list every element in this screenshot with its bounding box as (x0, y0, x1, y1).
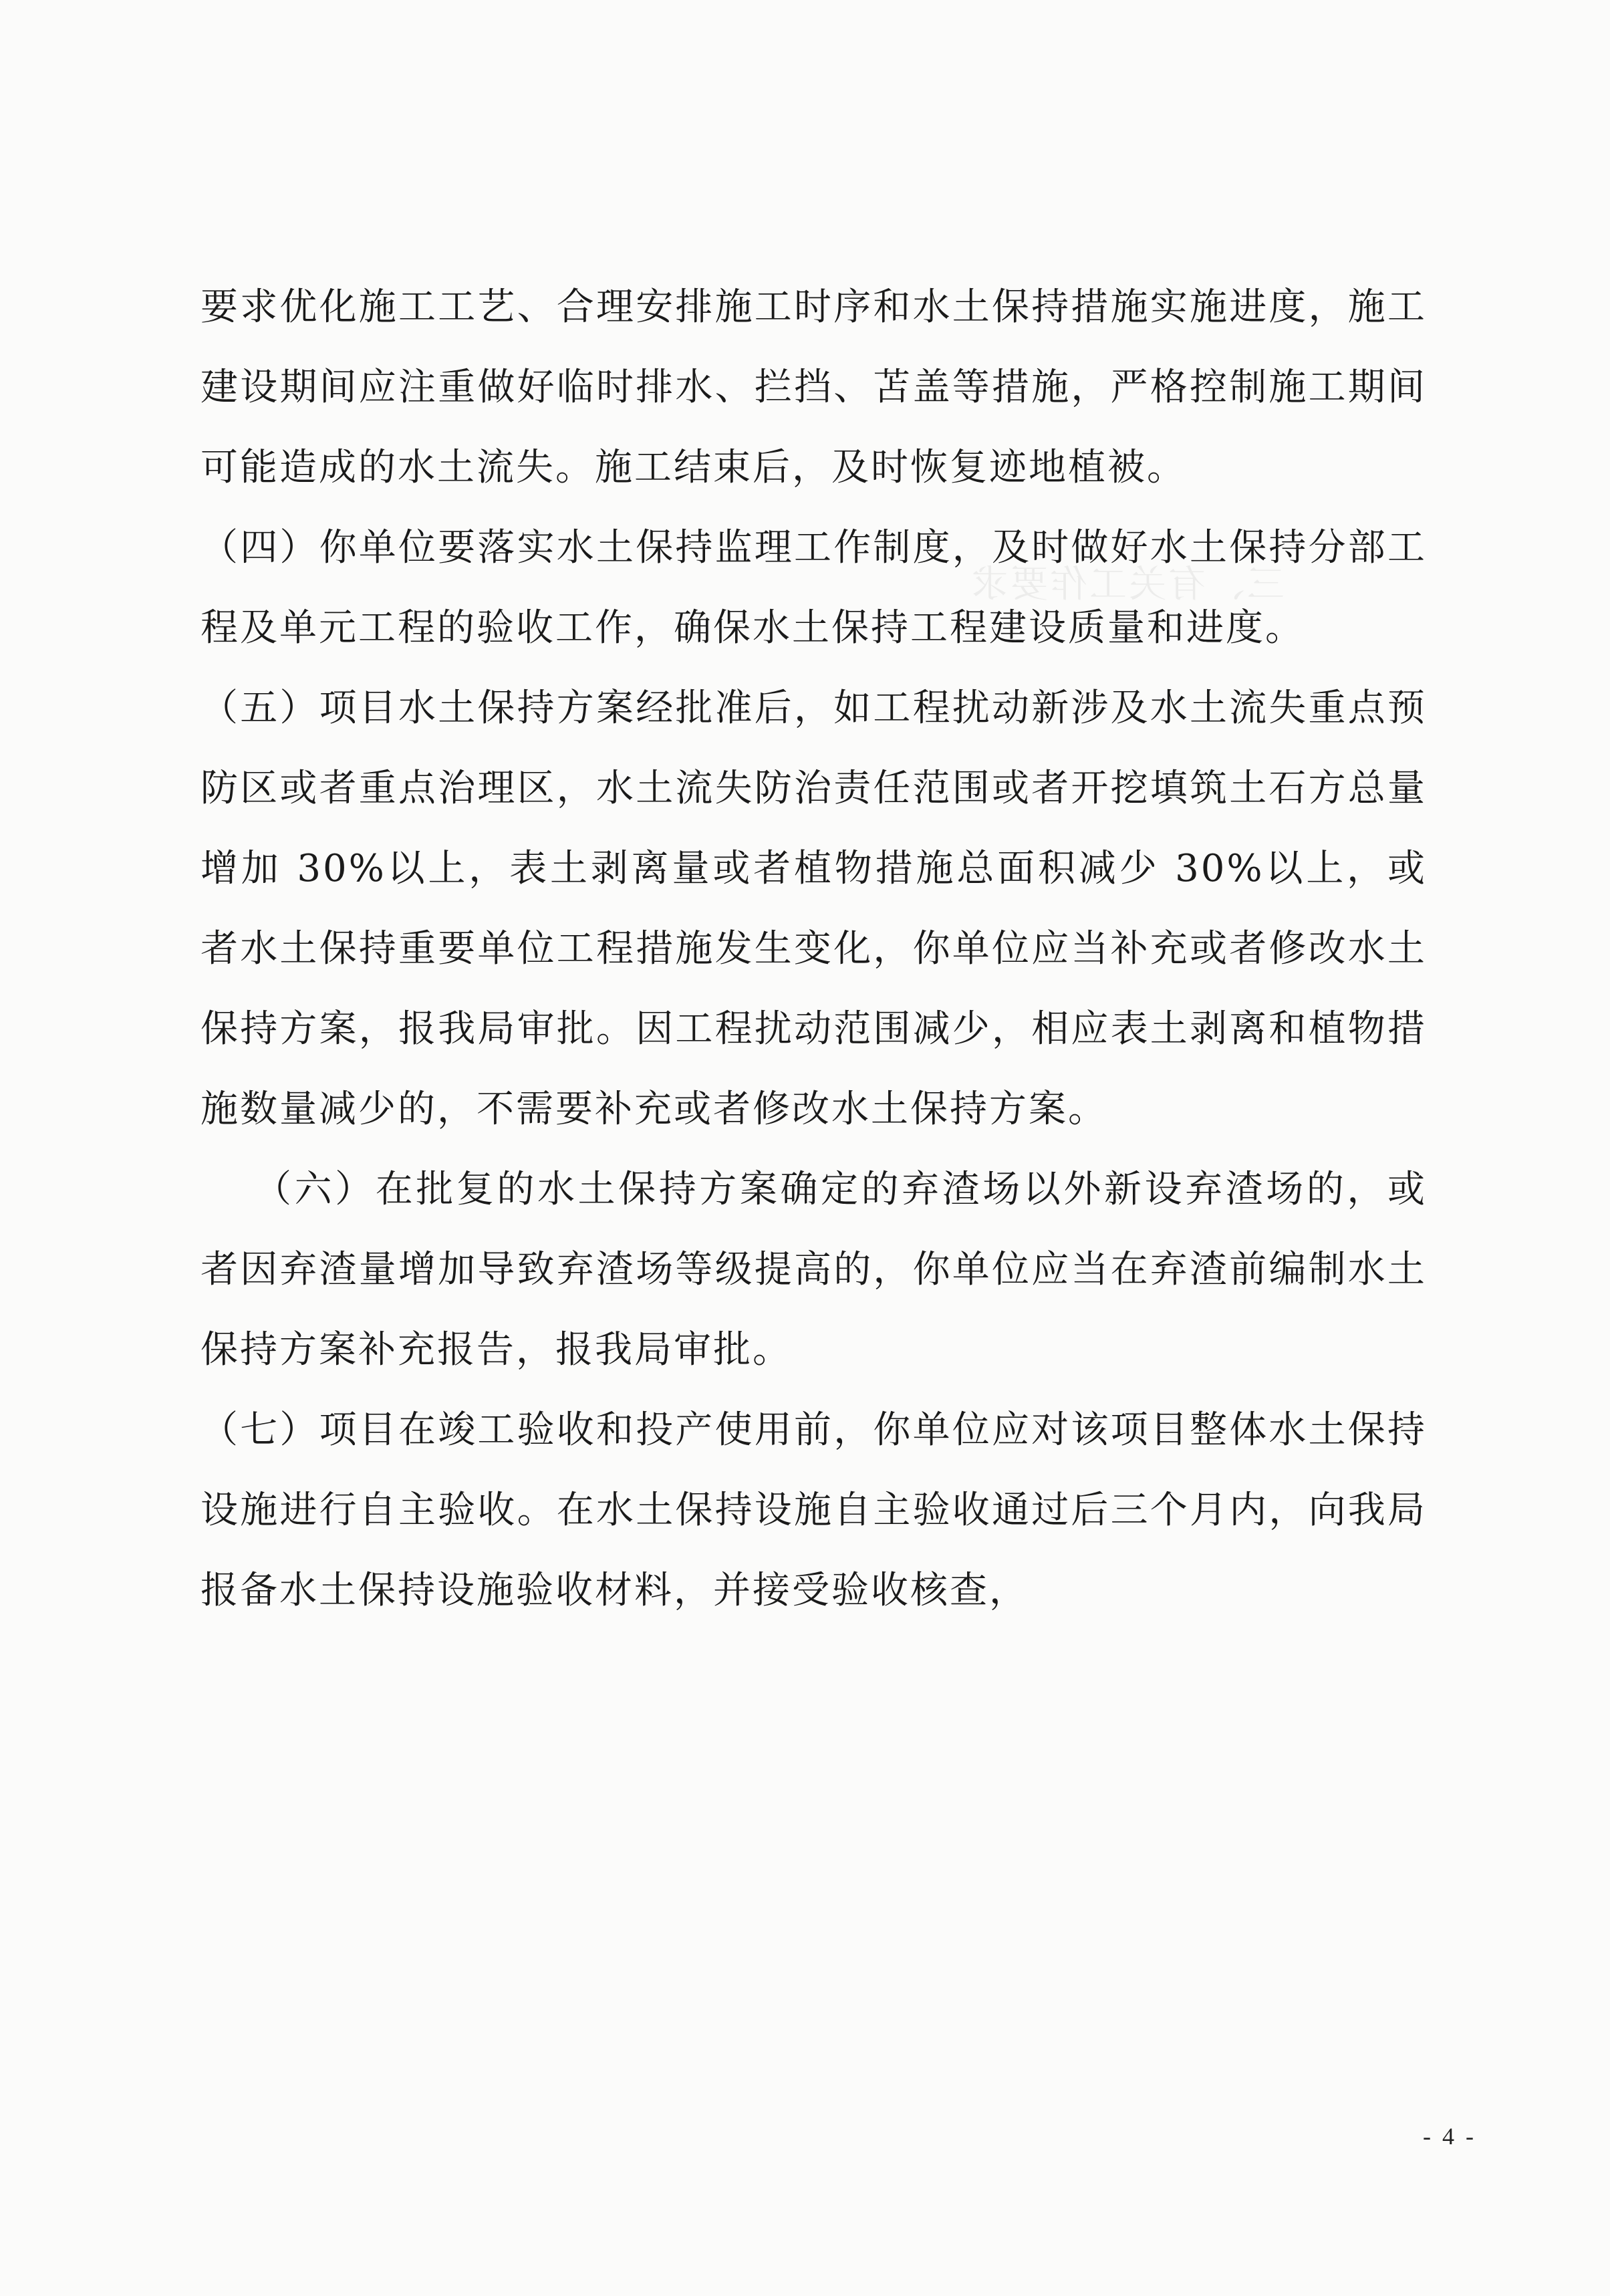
paragraph-item-7: （七）项目在竣工验收和投产使用前，你单位应对该项目整体水土保持设施进行自主验收。在水土保持设施自主验收通过后三个月内，向我局报备水土保持设施验收材料，并接受验收核查， (200, 1408, 1427, 1612)
paragraph-item-5: （五）项目水土保持方案经批准后，如工程扰动新涉及水土流失重点预防区或者重点治理区，水土流失防治责任范围或者开挖填筑土石方总量增加 30%以上，表土剥离量或者植物措施总面积减少 30%以上，或者水土保持重要单位工程措施发生变化，你单位应当补充或者修改水土保持方案，报我局审批。因工程扰动范围减少，相应表土剥离和植物措施数量减少的，不需要补充或者修改水土保持方案。 (200, 686, 1427, 1131)
show-through-text: 三、有关工作要求 (969, 563, 1285, 606)
page-number: - 4 - (1423, 2123, 1476, 2150)
paragraph-continuation: 要求优化施工工艺、合理安排施工时序和水土保持措施实施进度，施工建设期间应注重做好临时排水、拦挡、苫盖等措施，严格控制施工期间可能造成的水土流失。施工结束后，及时恢复迹地植被。 (200, 285, 1427, 489)
paragraph-item-4: （四）你单位要落实水土保持监理工作制度，及时做好水土保持分部工程及单元工程的验收工作，确保水土保持工程建设质量和进度。 (200, 526, 1427, 650)
document-body (200, 267, 1427, 1631)
paragraph-item-6: （六）在批复的水土保持方案确定的弃渣场以外新设弃渣场的，或者因弃渣量增加导致弃渣场等级提高的，你单位应当在弃渣前编制水土保持方案补充报告，报我局审批。 (200, 1168, 1427, 1372)
